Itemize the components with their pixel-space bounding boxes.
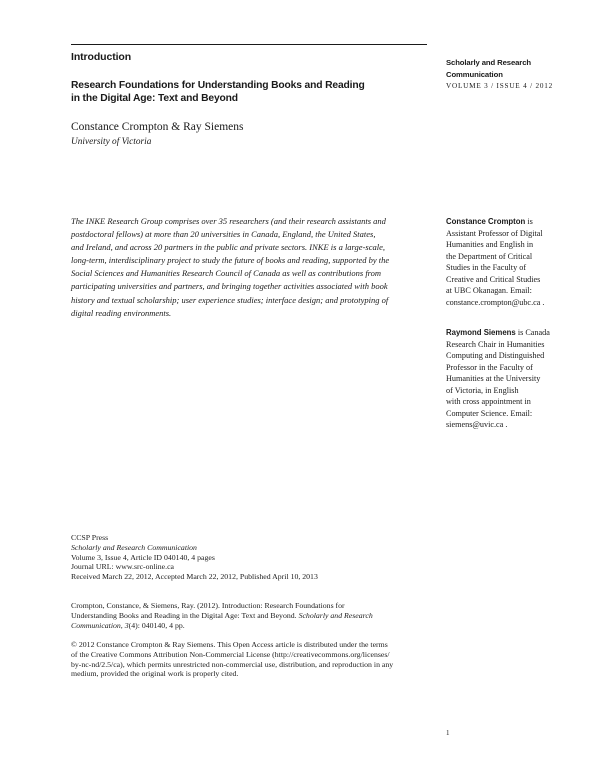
page-number: 1 <box>446 729 450 737</box>
journal-title: Scholarly and Research Communication <box>71 542 197 552</box>
journal-url[interactable]: Journal URL: www.src-online.ca <box>71 562 174 572</box>
author-bio-crompton <box>446 216 581 308</box>
bio-name: Constance Crompton <box>446 217 526 226</box>
bio-text: is <box>525 217 533 226</box>
journal-volume: VOLUME 3 / ISSUE 4 / 2012 <box>446 82 554 90</box>
title-line: in the Digital Age: Text and Beyond <box>71 93 238 104</box>
abstract <box>71 215 431 320</box>
abstract-line: The INKE Research Group comprises over 35 researchers (and their research assistants and <box>71 216 386 226</box>
author-bio-siemens <box>446 327 581 431</box>
bio-name: Raymond Siemens <box>446 328 516 337</box>
bio-line: at UBC Okanagan. Email: <box>446 286 532 295</box>
bio-email[interactable]: constance.crompton@ubc.ca . <box>446 297 545 307</box>
abstract-line: participating universities and partners, and bringing together activities associated with book <box>71 281 388 292</box>
author-names: Constance Crompton & Ray Siemens <box>71 121 244 133</box>
bio-line: Assistant Professor of Digital <box>446 228 543 238</box>
journal-name-line: Communication <box>446 69 503 79</box>
abstract-line: long-term, interdisciplinary project to study the future of books and reading, supported by the <box>71 255 390 266</box>
bio-line: with cross appointment in <box>446 397 531 406</box>
citation-line: Crompton, Constance, & Siemens, Ray. (2012). Introduction: Research Foundations for <box>71 601 345 610</box>
license-line: by-nc-nd/2.5/ca), which permits unrestricted non-commercial use, distribution, and reproduction in any <box>71 659 394 669</box>
bio-text: is Canada <box>515 328 550 337</box>
bio-line: Computer Science. Email: <box>446 408 533 418</box>
volume-line: Volume 3, Issue 4, Article ID 040140, 4 pages <box>71 552 215 562</box>
journal-name <box>446 57 586 80</box>
bio-line: Studies in the Faculty of <box>446 263 527 272</box>
bio-line: Humanities at the University <box>446 374 541 383</box>
bio-line: Creative and Critical Studies <box>446 274 541 284</box>
publication-info <box>71 533 451 582</box>
bio-line: Research Chair in Humanities <box>446 339 545 349</box>
abstract-line: Social Sciences and Humanities Research Council of Canada as well as contributions from <box>71 268 382 279</box>
license-line: © 2012 Constance Crompton & Ray Siemens. This Open Access article is distributed under the terms <box>71 640 388 649</box>
citation-journal: Communication, 3 <box>71 620 129 630</box>
bio-line: Computing and Distinguished <box>446 351 545 360</box>
abstract-line: history and textual scholarship; user experience studies; interface design; and prototyping of <box>71 294 389 305</box>
citation-text: (4): 040140, 4 pp. <box>128 620 185 630</box>
license-line[interactable]: of the Creative Commons Attribution Non-Commercial License (http://creativecommons.org/licenses/ <box>71 649 390 659</box>
journal-name-line: Scholarly and Research <box>446 58 531 67</box>
press-name: CCSP Press <box>71 533 109 542</box>
license-line: medium, provided the original work is properly cited. <box>71 669 239 679</box>
header-rule <box>71 44 427 45</box>
citation-text: Understanding Books and Reading in the Digital Age: Text and Beyond. <box>71 610 299 620</box>
abstract-line: and Ireland, and across 20 partners in the public and private sectors. INKE is a large-scale, <box>71 242 385 253</box>
bio-line: Humanities and English in <box>446 240 534 249</box>
article-title <box>71 79 391 105</box>
section-label: Introduction <box>71 51 132 63</box>
bio-email[interactable]: siemens@uvic.ca . <box>446 420 508 429</box>
citation-journal: Scholarly and Research <box>298 610 373 620</box>
abstract-line: digital reading environments. <box>71 307 172 318</box>
abstract-line: postdoctoral fellows) at more than 20 universities in Canada, England, the United States, <box>71 229 376 240</box>
author-affiliation: University of Victoria <box>71 137 152 147</box>
license-notice <box>71 640 451 679</box>
citation <box>71 601 451 630</box>
bio-line: the Department of Critical <box>446 251 533 261</box>
dates-line: Received March 22, 2012, Accepted March 22, 2012, Published April 10, 2013 <box>71 572 318 582</box>
bio-line: Professor in the Faculty of <box>446 362 533 372</box>
bio-line: of Victoria, in English <box>446 385 519 395</box>
title-line: Research Foundations for Understanding Books and Reading <box>71 80 365 91</box>
